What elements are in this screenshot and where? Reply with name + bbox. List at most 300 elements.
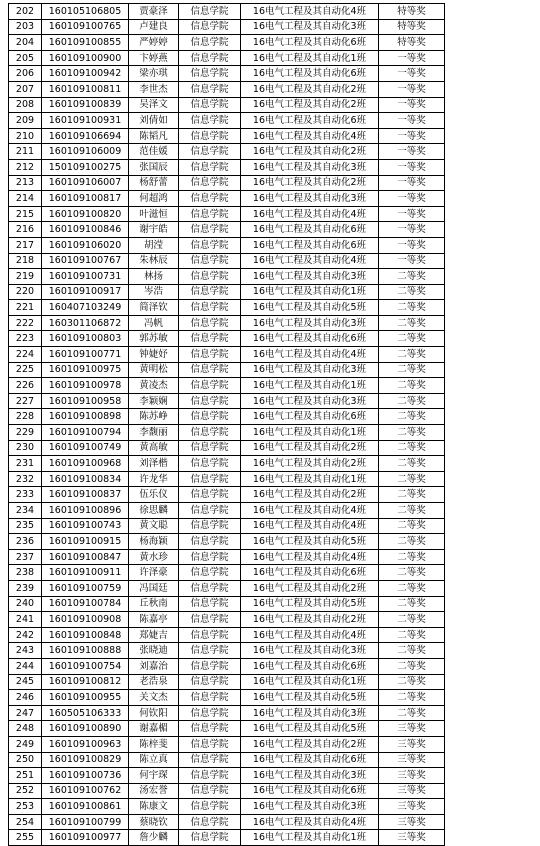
table-row	[9, 284, 540, 300]
empty-cell	[445, 736, 540, 752]
award-level: 一等奖	[379, 175, 445, 191]
row-number: 250	[9, 752, 42, 768]
college: 信息学院	[179, 580, 241, 596]
empty-cell	[445, 35, 540, 51]
student-name: 何钦阳	[129, 705, 179, 721]
college: 信息学院	[179, 830, 241, 846]
college: 信息学院	[179, 300, 241, 316]
class-name: 16电气工程及其自动化4班	[241, 4, 379, 20]
student-id: 160109100915	[42, 534, 129, 550]
class-name: 16电气工程及其自动化3班	[241, 315, 379, 331]
student-name: 陈梓斐	[129, 736, 179, 752]
empty-cell	[445, 97, 540, 113]
college: 信息学院	[179, 237, 241, 253]
college: 信息学院	[179, 128, 241, 144]
student-name: 郭苏敏	[129, 331, 179, 347]
table-row	[9, 19, 540, 35]
college: 信息学院	[179, 549, 241, 565]
empty-cell	[445, 580, 540, 596]
empty-cell	[445, 4, 540, 20]
award-level: 二等奖	[379, 362, 445, 378]
award-table-body	[9, 4, 540, 846]
row-number: 232	[9, 471, 42, 487]
row-number: 226	[9, 378, 42, 394]
student-name: 黄高敏	[129, 440, 179, 456]
award-level: 三等奖	[379, 736, 445, 752]
college: 信息学院	[179, 487, 241, 503]
college: 信息学院	[179, 643, 241, 659]
empty-cell	[445, 814, 540, 830]
row-number: 216	[9, 222, 42, 238]
student-name: 何超鸿	[129, 191, 179, 207]
empty-cell	[445, 721, 540, 737]
empty-cell	[445, 269, 540, 285]
student-id: 160109100848	[42, 627, 129, 643]
class-name: 16电气工程及其自动化2班	[241, 487, 379, 503]
table-row	[9, 549, 540, 565]
table-row	[9, 736, 540, 752]
empty-cell	[445, 128, 540, 144]
student-name: 蔡晓钦	[129, 814, 179, 830]
row-number: 240	[9, 596, 42, 612]
award-level: 二等奖	[379, 503, 445, 519]
empty-cell	[445, 596, 540, 612]
class-name: 16电气工程及其自动化4班	[241, 253, 379, 269]
student-name: 朱林辰	[129, 253, 179, 269]
award-level: 二等奖	[379, 409, 445, 425]
college: 信息学院	[179, 768, 241, 784]
class-name: 16电气工程及其自动化2班	[241, 175, 379, 191]
row-number: 241	[9, 612, 42, 628]
student-id: 160109100839	[42, 97, 129, 113]
table-row	[9, 503, 540, 519]
empty-cell	[445, 159, 540, 175]
award-level: 二等奖	[379, 627, 445, 643]
class-name: 16电气工程及其自动化2班	[241, 736, 379, 752]
student-id: 160109100955	[42, 690, 129, 706]
student-name: 陈韬凡	[129, 128, 179, 144]
award-level: 三等奖	[379, 721, 445, 737]
student-id: 160109100820	[42, 206, 129, 222]
class-name: 16电气工程及其自动化1班	[241, 471, 379, 487]
college: 信息学院	[179, 814, 241, 830]
award-level: 二等奖	[379, 674, 445, 690]
empty-cell	[445, 175, 540, 191]
empty-cell	[445, 643, 540, 659]
row-number: 252	[9, 783, 42, 799]
class-name: 16电气工程及其自动化3班	[241, 19, 379, 35]
student-id: 160109100784	[42, 596, 129, 612]
empty-cell	[445, 66, 540, 82]
table-row	[9, 191, 540, 207]
table-row	[9, 580, 540, 596]
college: 信息学院	[179, 752, 241, 768]
row-number: 208	[9, 97, 42, 113]
award-level: 一等奖	[379, 144, 445, 160]
college: 信息学院	[179, 393, 241, 409]
student-id: 160109100911	[42, 565, 129, 581]
row-number: 243	[9, 643, 42, 659]
empty-cell	[445, 362, 540, 378]
row-number: 246	[9, 690, 42, 706]
award-level: 二等奖	[379, 456, 445, 472]
college: 信息学院	[179, 783, 241, 799]
row-number: 251	[9, 768, 42, 784]
empty-cell	[445, 81, 540, 97]
table-row	[9, 66, 540, 82]
empty-cell	[445, 253, 540, 269]
award-level: 三等奖	[379, 752, 445, 768]
table-row	[9, 658, 540, 674]
row-number: 242	[9, 627, 42, 643]
table-row	[9, 534, 540, 550]
class-name: 16电气工程及其自动化1班	[241, 378, 379, 394]
empty-cell	[445, 674, 540, 690]
student-name: 简泽钦	[129, 300, 179, 316]
college: 信息学院	[179, 315, 241, 331]
table-row	[9, 347, 540, 363]
student-name: 谢嘉楣	[129, 721, 179, 737]
class-name: 16电气工程及其自动化2班	[241, 81, 379, 97]
college: 信息学院	[179, 534, 241, 550]
award-level: 一等奖	[379, 253, 445, 269]
student-name: 陈立真	[129, 752, 179, 768]
empty-cell	[445, 237, 540, 253]
empty-cell	[445, 393, 540, 409]
student-name: 严婷婷	[129, 35, 179, 51]
class-name: 16电气工程及其自动化4班	[241, 627, 379, 643]
table-row	[9, 300, 540, 316]
student-name: 黄文聪	[129, 518, 179, 534]
student-name: 黄水珍	[129, 549, 179, 565]
empty-cell	[445, 378, 540, 394]
award-level: 二等奖	[379, 393, 445, 409]
award-level: 一等奖	[379, 222, 445, 238]
table-row	[9, 393, 540, 409]
student-name: 冯国廷	[129, 580, 179, 596]
row-number: 212	[9, 159, 42, 175]
class-name: 16电气工程及其自动化6班	[241, 66, 379, 82]
empty-cell	[445, 830, 540, 846]
student-id: 150109100275	[42, 159, 129, 175]
empty-cell	[445, 799, 540, 815]
table-row	[9, 425, 540, 441]
award-level: 二等奖	[379, 440, 445, 456]
row-number: 231	[9, 456, 42, 472]
table-row	[9, 690, 540, 706]
table-row	[9, 440, 540, 456]
empty-cell	[445, 315, 540, 331]
table-row	[9, 783, 540, 799]
class-name: 16电气工程及其自动化3班	[241, 799, 379, 815]
college: 信息学院	[179, 456, 241, 472]
empty-cell	[445, 50, 540, 66]
student-id: 160109100908	[42, 612, 129, 628]
class-name: 16电气工程及其自动化4班	[241, 518, 379, 534]
award-level: 二等奖	[379, 269, 445, 285]
student-name: 汤宏誉	[129, 783, 179, 799]
table-row	[9, 409, 540, 425]
student-name: 梁亦琪	[129, 66, 179, 82]
student-id: 160109100978	[42, 378, 129, 394]
class-name: 16电气工程及其自动化4班	[241, 549, 379, 565]
table-row	[9, 315, 540, 331]
college: 信息学院	[179, 471, 241, 487]
student-id: 160109100762	[42, 783, 129, 799]
empty-cell	[445, 19, 540, 35]
empty-cell	[445, 627, 540, 643]
empty-cell	[445, 456, 540, 472]
college: 信息学院	[179, 191, 241, 207]
table-row	[9, 97, 540, 113]
student-name: 黄明松	[129, 362, 179, 378]
table-row	[9, 752, 540, 768]
class-name: 16电气工程及其自动化3班	[241, 643, 379, 659]
student-id: 160109106020	[42, 237, 129, 253]
student-name: 叶滋恒	[129, 206, 179, 222]
class-name: 16电气工程及其自动化4班	[241, 503, 379, 519]
class-name: 16电气工程及其自动化5班	[241, 721, 379, 737]
award-level: 一等奖	[379, 237, 445, 253]
college: 信息学院	[179, 113, 241, 129]
student-id: 160109100900	[42, 50, 129, 66]
student-id: 160109100975	[42, 362, 129, 378]
class-name: 16电气工程及其自动化5班	[241, 690, 379, 706]
student-name: 吴泽文	[129, 97, 179, 113]
table-row	[9, 768, 540, 784]
student-id: 160109100811	[42, 81, 129, 97]
award-level: 二等奖	[379, 612, 445, 628]
student-id: 160109100817	[42, 191, 129, 207]
row-number: 239	[9, 580, 42, 596]
college: 信息学院	[179, 81, 241, 97]
award-level: 特等奖	[379, 19, 445, 35]
award-level: 三等奖	[379, 783, 445, 799]
empty-cell	[445, 409, 540, 425]
student-name: 岑浩	[129, 284, 179, 300]
student-id: 160301106872	[42, 315, 129, 331]
empty-cell	[445, 534, 540, 550]
row-number: 254	[9, 814, 42, 830]
class-name: 16电气工程及其自动化3班	[241, 705, 379, 721]
college: 信息学院	[179, 674, 241, 690]
award-level: 二等奖	[379, 580, 445, 596]
college: 信息学院	[179, 378, 241, 394]
student-id: 160109100847	[42, 549, 129, 565]
class-name: 16电气工程及其自动化1班	[241, 674, 379, 690]
student-id: 160109100942	[42, 66, 129, 82]
award-level: 一等奖	[379, 97, 445, 113]
empty-cell	[445, 331, 540, 347]
class-name: 16电气工程及其自动化2班	[241, 612, 379, 628]
table-row	[9, 269, 540, 285]
college: 信息学院	[179, 144, 241, 160]
row-number: 217	[9, 237, 42, 253]
college: 信息学院	[179, 736, 241, 752]
row-number: 215	[9, 206, 42, 222]
student-id: 160109100963	[42, 736, 129, 752]
table-row	[9, 253, 540, 269]
student-id: 160109100837	[42, 487, 129, 503]
student-name: 丘秋南	[129, 596, 179, 612]
row-number: 205	[9, 50, 42, 66]
class-name: 16电气工程及其自动化6班	[241, 331, 379, 347]
student-name: 刘泽楷	[129, 456, 179, 472]
row-number: 230	[9, 440, 42, 456]
student-id: 160109100803	[42, 331, 129, 347]
empty-cell	[445, 518, 540, 534]
award-level: 二等奖	[379, 518, 445, 534]
empty-cell	[445, 206, 540, 222]
college: 信息学院	[179, 565, 241, 581]
award-level: 三等奖	[379, 814, 445, 830]
student-id: 160109100731	[42, 269, 129, 285]
table-row	[9, 50, 540, 66]
award-level: 二等奖	[379, 315, 445, 331]
row-number: 247	[9, 705, 42, 721]
table-row	[9, 814, 540, 830]
empty-cell	[445, 549, 540, 565]
college: 信息学院	[179, 66, 241, 82]
award-level: 二等奖	[379, 425, 445, 441]
college: 信息学院	[179, 627, 241, 643]
class-name: 16电气工程及其自动化3班	[241, 393, 379, 409]
award-level: 二等奖	[379, 284, 445, 300]
award-level: 二等奖	[379, 347, 445, 363]
class-name: 16电气工程及其自动化6班	[241, 783, 379, 799]
award-level: 二等奖	[379, 705, 445, 721]
award-level: 一等奖	[379, 159, 445, 175]
student-id: 160109100861	[42, 799, 129, 815]
class-name: 16电气工程及其自动化2班	[241, 97, 379, 113]
college: 信息学院	[179, 440, 241, 456]
row-number: 245	[9, 674, 42, 690]
empty-cell	[445, 222, 540, 238]
college: 信息学院	[179, 658, 241, 674]
student-id: 160109106009	[42, 144, 129, 160]
table-row	[9, 35, 540, 51]
award-level: 二等奖	[379, 331, 445, 347]
class-name: 16电气工程及其自动化6班	[241, 222, 379, 238]
row-number: 234	[9, 503, 42, 519]
table-row	[9, 378, 540, 394]
award-level: 二等奖	[379, 487, 445, 503]
row-number: 223	[9, 331, 42, 347]
award-level: 一等奖	[379, 81, 445, 97]
row-number: 253	[9, 799, 42, 815]
row-number: 211	[9, 144, 42, 160]
award-table	[8, 3, 540, 846]
student-id: 160109100829	[42, 752, 129, 768]
table-row	[9, 487, 540, 503]
award-level: 二等奖	[379, 643, 445, 659]
student-name: 何宇琛	[129, 768, 179, 784]
student-id: 160109100890	[42, 721, 129, 737]
student-id: 160109100767	[42, 253, 129, 269]
row-number: 248	[9, 721, 42, 737]
class-name: 16电气工程及其自动化1班	[241, 830, 379, 846]
class-name: 16电气工程及其自动化5班	[241, 534, 379, 550]
student-name: 李馥丽	[129, 425, 179, 441]
college: 信息学院	[179, 503, 241, 519]
table-row	[9, 518, 540, 534]
student-name: 钟婕妤	[129, 347, 179, 363]
class-name: 16电气工程及其自动化3班	[241, 269, 379, 285]
table-row	[9, 4, 540, 20]
student-name: 郑婕吉	[129, 627, 179, 643]
student-name: 关文杰	[129, 690, 179, 706]
row-number: 213	[9, 175, 42, 191]
empty-cell	[445, 284, 540, 300]
student-id: 160109100736	[42, 768, 129, 784]
student-name: 刘嘉治	[129, 658, 179, 674]
student-name: 贾豪泽	[129, 4, 179, 20]
student-name: 陈嘉亭	[129, 612, 179, 628]
table-row	[9, 81, 540, 97]
student-id: 160109100749	[42, 440, 129, 456]
class-name: 16电气工程及其自动化3班	[241, 191, 379, 207]
class-name: 16电气工程及其自动化6班	[241, 113, 379, 129]
class-name: 16电气工程及其自动化5班	[241, 300, 379, 316]
college: 信息学院	[179, 97, 241, 113]
award-level: 一等奖	[379, 191, 445, 207]
student-name: 陈康文	[129, 799, 179, 815]
award-level: 三等奖	[379, 830, 445, 846]
table-row	[9, 830, 540, 846]
row-number: 221	[9, 300, 42, 316]
college: 信息学院	[179, 269, 241, 285]
student-id: 160109100846	[42, 222, 129, 238]
student-name: 范佳媛	[129, 144, 179, 160]
empty-cell	[445, 783, 540, 799]
student-name: 冯帆	[129, 315, 179, 331]
table-row	[9, 128, 540, 144]
table-row	[9, 799, 540, 815]
class-name: 16电气工程及其自动化1班	[241, 425, 379, 441]
table-row	[9, 565, 540, 581]
student-id: 160109100834	[42, 471, 129, 487]
class-name: 16电气工程及其自动化4班	[241, 128, 379, 144]
award-level: 一等奖	[379, 50, 445, 66]
student-name: 杨海颖	[129, 534, 179, 550]
student-name: 刘倩如	[129, 113, 179, 129]
empty-cell	[445, 612, 540, 628]
table-row	[9, 596, 540, 612]
student-name: 黄凌杰	[129, 378, 179, 394]
college: 信息学院	[179, 159, 241, 175]
student-name: 徐思麟	[129, 503, 179, 519]
class-name: 16电气工程及其自动化2班	[241, 580, 379, 596]
table-row	[9, 175, 540, 191]
row-number: 210	[9, 128, 42, 144]
student-id: 160105106805	[42, 4, 129, 20]
student-id: 160109100917	[42, 284, 129, 300]
table-row	[9, 144, 540, 160]
class-name: 16电气工程及其自动化1班	[241, 50, 379, 66]
student-id: 160109100888	[42, 643, 129, 659]
table-row	[9, 222, 540, 238]
empty-cell	[445, 503, 540, 519]
class-name: 16电气工程及其自动化3班	[241, 362, 379, 378]
table-row	[9, 362, 540, 378]
award-level: 一等奖	[379, 66, 445, 82]
table-row	[9, 612, 540, 628]
empty-cell	[445, 191, 540, 207]
award-level: 特等奖	[379, 35, 445, 51]
award-level: 三等奖	[379, 799, 445, 815]
college: 信息学院	[179, 331, 241, 347]
row-number: 209	[9, 113, 42, 129]
